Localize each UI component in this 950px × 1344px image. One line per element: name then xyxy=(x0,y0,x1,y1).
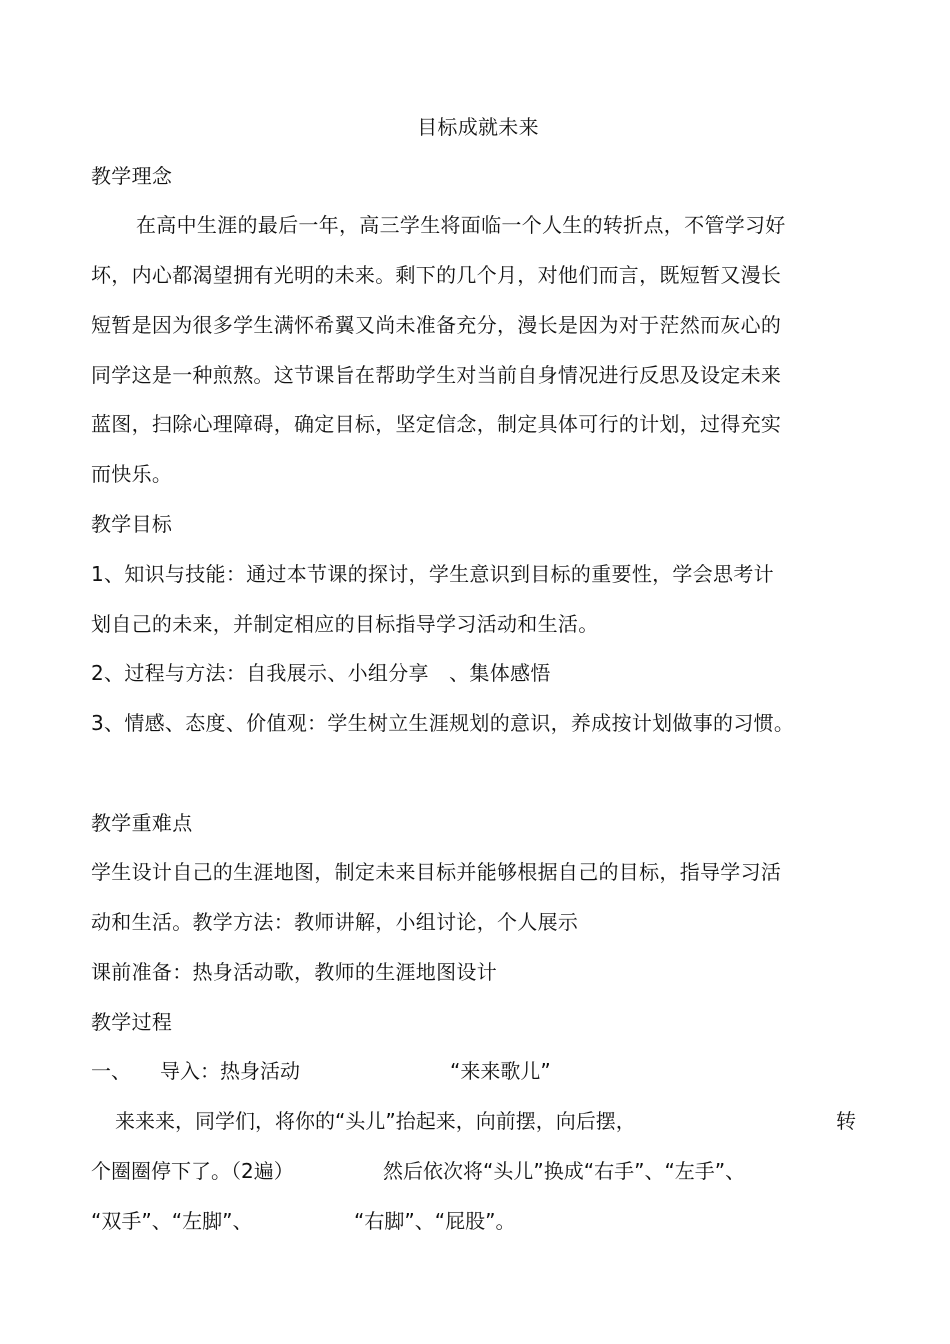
concept-line: 同学这是一种煎熬。这节课旨在帮助学生对当前自身情况进行反思及设定未来 xyxy=(91,363,782,387)
song-lyric-line: “双手”、“左脚”、 xyxy=(91,1209,253,1233)
song-lyric-line: 转 xyxy=(836,1109,856,1133)
song-lyric-line: 个圈圈停下了。（2遍） xyxy=(91,1159,294,1183)
keypoints-line: 动和生活。教学方法：教师讲解，小组讨论，个人展示 xyxy=(91,910,579,934)
song-lyric-line: “右脚”、“屁股”。 xyxy=(354,1209,516,1233)
goals-line: 划自己的未来，并制定相应的目标指导学习活动和生活。 xyxy=(91,612,599,636)
section-heading-process: 教学过程 xyxy=(91,1010,173,1034)
concept-line: 蓝图，扫除心理障碍，确定目标，坚定信念，制定具体可行的计划，过得充实 xyxy=(91,412,782,436)
step-number: 一、 xyxy=(91,1059,131,1083)
goals-line: 1、知识与技能：通过本节课的探讨，学生意识到目标的重要性，学会思考计 xyxy=(91,562,774,586)
section-heading-concept: 教学理念 xyxy=(91,164,173,188)
song-lyric-line: 然后依次将“头儿”换成“右手”、“左手”、 xyxy=(383,1159,746,1183)
concept-line: 在高中生涯的最后一年，高三学生将面临一个人生的转折点，不管学习好 xyxy=(136,213,786,237)
step-song-title: “来来歌儿” xyxy=(450,1059,551,1083)
song-lyric-line: 来来来，同学们，将你的“头儿”抬起来，向前摆，向后摆， xyxy=(115,1109,636,1133)
keypoints-line: 课前准备：热身活动歌，教师的生涯地图设计 xyxy=(91,960,497,984)
concept-line: 坏，内心都渴望拥有光明的未来。剩下的几个月，对他们而言，既短暂又漫长 xyxy=(91,263,782,287)
concept-line: 短暂是因为很多学生满怀希翼又尚未准备充分，漫长是因为对于茫然而灰心的 xyxy=(91,313,782,337)
keypoints-line: 学生设计自己的生涯地图，制定未来目标并能够根据自己的目标，指导学习活 xyxy=(91,860,782,884)
goals-line: 2、过程与方法：自我展示、小组分享 、集体感悟 xyxy=(91,661,551,685)
step-label: 导入：热身活动 xyxy=(160,1059,300,1083)
section-heading-goals: 教学目标 xyxy=(91,512,173,536)
section-heading-keypoints: 教学重难点 xyxy=(91,811,193,835)
concept-line: 而快乐。 xyxy=(91,462,173,486)
document-title: 目标成就未来 xyxy=(417,115,539,139)
goals-line: 3、情感、态度、价值观：学生树立生涯规划的意识，养成按计划做事的习惯。 xyxy=(91,711,795,735)
